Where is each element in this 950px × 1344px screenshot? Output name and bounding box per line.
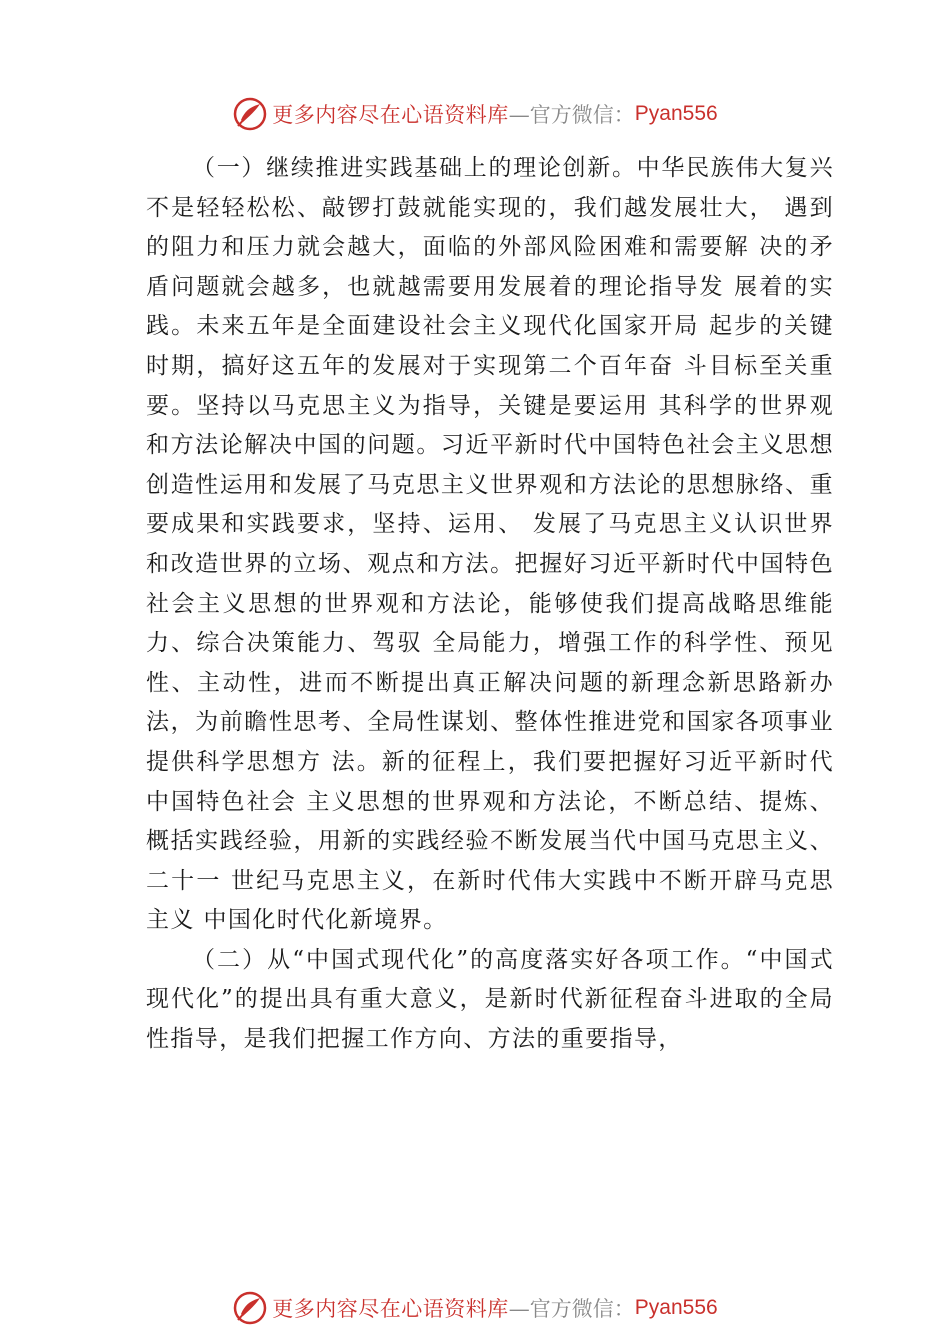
- banner-wechat-label: —官方微信：: [508, 1297, 635, 1321]
- banner-wechat-id: Pyan556: [634, 102, 718, 125]
- brand-logo-icon: [232, 96, 268, 132]
- paragraph-2: （二）从“中国式现代化”的高度落实好各项工作。“中国式现代化”的提出具有重大意义，是新时代新征程奋斗进取的全局性指导，是我们把握工作方向、方法的重要指导，: [146, 946, 834, 1053]
- header-banner: [0, 94, 950, 134]
- banner-library-text: 更多内容尽在心语资料库: [272, 1297, 509, 1321]
- document-body: [146, 149, 834, 1060]
- banner-wechat-id: Pyan556: [634, 1296, 718, 1319]
- banner-wechat-label: —官方微信：: [508, 103, 635, 127]
- paragraph-1: （一）继续推进实践基础上的理论创新。中华民族伟大复兴不是轻轻松松、敲锣打鼓就能实现的，我们越发展壮大， 遇到的阻力和压力就会越大，面临的外部风险困难和需要解 决的矛盾问题就会越多，也就越需要用发展着的理论指导发 展着的实践。未来五年是全面建设社会主义现代化国家开局 起步的关键时期，搞好这五年的发展对于实现第二个百年奋 斗目标至关重要。坚持以马克思主义为指导，关键是要运用 其科学的世界观和方法论解决中国的问题。习近平新时代中国特色社会主义思想创造性运用和发展了马克思主义世界观和方法论的思想脉络、重要成果和实践要求，坚持、运用、 发展了马克思主义认识世界和改造世界的立场、观点和方法。把握好习近平新时代中国特色社会主义思想的世界观和方法论，能够使我们提高战略思维能力、综合决策能力、驾驭 全局能力，增强工作的科学性、预见性、主动性，进而不断提出真正解决问题的新理念新思路新办法，为前瞻性思考、全局性谋划、整体性推进党和国家各项事业提供科学思想方 法。新的征程上，我们要把握好习近平新时代中国特色社会 主义思想的世界观和方法论，不断总结、提炼、概括实践经验，用新的实践经验不断发展当代中国马克思主义、二十一 世纪马克思主义，在新时代伟大实践中不断开辟马克思主义 中国化时代化新境界。: [146, 155, 834, 934]
- banner-library-text: 更多内容尽在心语资料库: [272, 103, 509, 127]
- footer-banner: [0, 1288, 950, 1328]
- brand-logo-icon: [232, 1290, 268, 1326]
